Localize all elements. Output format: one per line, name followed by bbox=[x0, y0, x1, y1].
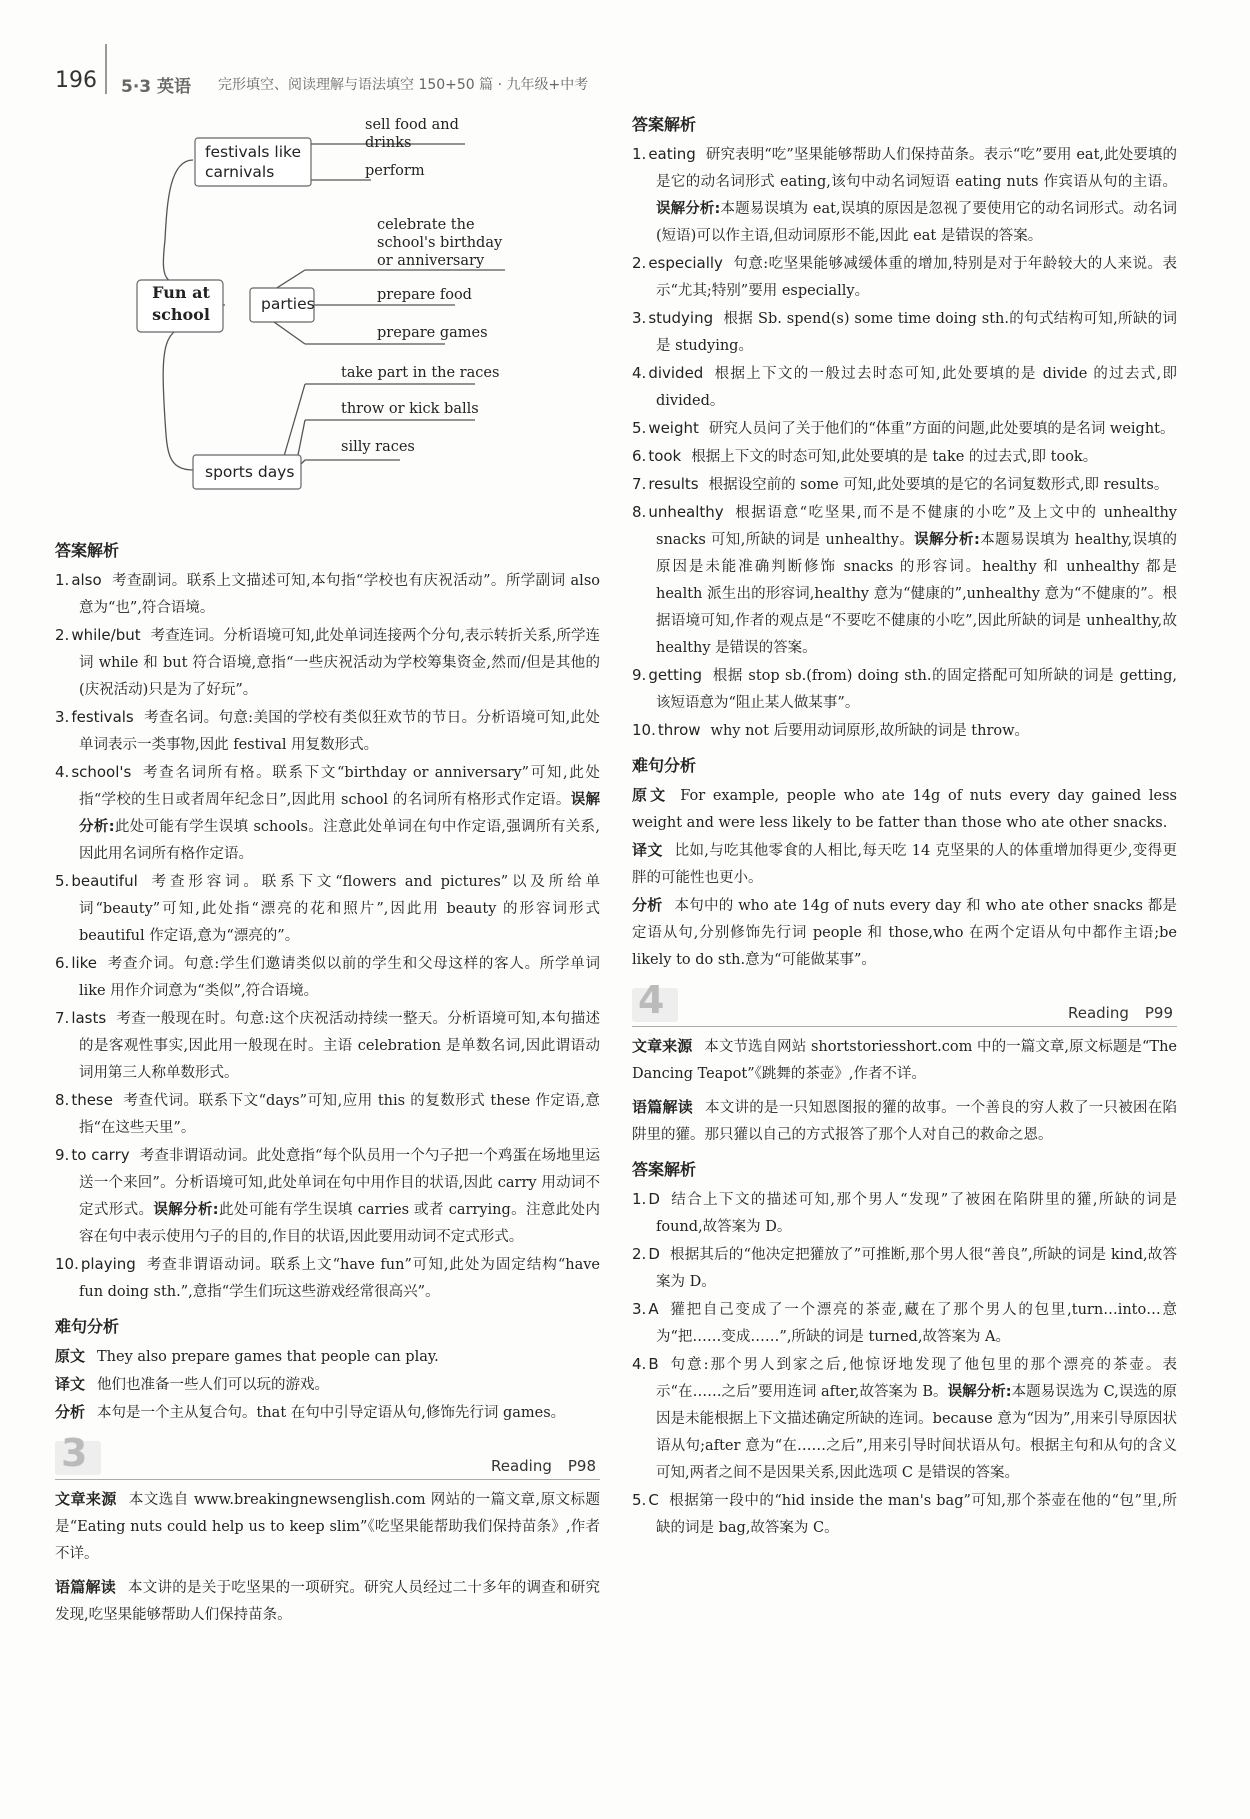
item-answer: unhealthy bbox=[648, 503, 724, 521]
error-analysis-label: 误解分析: bbox=[153, 1202, 219, 1218]
reading-page: P99 bbox=[1144, 1004, 1173, 1022]
item-number: 7. bbox=[55, 1009, 70, 1027]
answer-item bbox=[55, 1005, 600, 1087]
item-text: 根据 stop sb.(from) doing sth.的固定搭配可知所缺的词是 getting,该短语意为“阻止某人做某事”。 bbox=[656, 668, 1177, 711]
article-source bbox=[632, 1033, 1177, 1088]
item-number: 2. bbox=[55, 626, 70, 644]
item-text: 根据语意“吃坚果,而不是不健康的小吃”及上文中的 unhealthy snacks 可知,所缺的词是 unhealthy。 bbox=[656, 505, 1177, 548]
answer-item bbox=[632, 305, 1177, 360]
item-answer: studying bbox=[648, 309, 714, 327]
reading-number: 3 bbox=[61, 1431, 88, 1475]
item-answer: while/but bbox=[71, 626, 141, 644]
answers-title: 答案解析 bbox=[55, 541, 120, 560]
error-analysis-label: 误解分析: bbox=[914, 532, 980, 548]
item-text: 考查一般现在时。句意:这个庆祝活动持续一整天。分析语境可知,本句描述的是客观性事实,因此用一般现在时。主语 celebration 是单数名词,因此谓语动词用第三人称单数形式。 bbox=[79, 1011, 600, 1081]
article-source bbox=[55, 1486, 600, 1568]
branch-festivals: festivals like carnivals bbox=[205, 143, 302, 182]
reading-label bbox=[1052, 1004, 1173, 1022]
text: 本句是一个主从复合句。that 在句中引导定语从句,修饰先行词 games。 bbox=[97, 1405, 566, 1421]
brand-logo: 5·3 英语 bbox=[121, 77, 192, 97]
item-number: 9. bbox=[55, 1146, 70, 1164]
item-answer: beautiful bbox=[71, 872, 138, 890]
answer-item bbox=[55, 950, 600, 1005]
item-text: 结合上下文的描述可知,那个男人“发现”了被困在陷阱里的獾,所缺的词是 found,故答案为 D。 bbox=[656, 1192, 1177, 1235]
error-analysis-label: 误解分析: bbox=[79, 792, 601, 835]
item-number: 9. bbox=[632, 666, 647, 684]
leaf-throw-kick: throw or kick balls bbox=[341, 401, 479, 417]
item-answer: C bbox=[648, 1491, 659, 1509]
item-text: 根据 Sb. spend(s) some time doing sth.的句式结构可知,所缺的词是 studying。 bbox=[656, 311, 1177, 354]
item-text: 根据上下文的一般过去时态可知,此处要填的是 divide 的过去式,即 divided。 bbox=[656, 366, 1177, 409]
hard-translation bbox=[632, 837, 1177, 892]
branch-parties: parties bbox=[261, 295, 315, 313]
answer-item bbox=[632, 1186, 1177, 1241]
article-reading bbox=[632, 1094, 1177, 1149]
item-text: 考查非谓语动词。联系上文“have fun”可知,此处为固定结构“have fun doing sth.”,意指“学生们玩这些游戏经常很高兴”。 bbox=[79, 1257, 600, 1300]
answer-item bbox=[55, 868, 600, 950]
item-number: 1. bbox=[55, 571, 70, 589]
item-text: 考查副词。联系上文描述可知,本句指“学校也有庆祝活动”。所学副词 also 意为“也”,符合语境。 bbox=[79, 573, 600, 616]
label: 译文 bbox=[632, 841, 663, 859]
answer-item bbox=[55, 567, 600, 622]
item-answer: festivals bbox=[71, 708, 134, 726]
item-text-2: 此处可能有学生误填 carries 或者 carrying。注意此处内容在句中表示使用勺子的目的,作目的状语,因此要用动词不定式形式。 bbox=[79, 1202, 600, 1245]
item-answer: weight bbox=[648, 419, 699, 437]
header-divider bbox=[105, 44, 107, 94]
text: For example, people who ate 14g of nuts every day gained less weight and were less likely to be fatter than those who ate other snacks. bbox=[632, 788, 1177, 831]
answer-item bbox=[632, 250, 1177, 305]
item-answer: eating bbox=[648, 145, 696, 163]
item-number: 6. bbox=[632, 447, 647, 465]
text: 本文讲的是关于吃坚果的一项研究。研究人员经过二十多年的调查和研究发现,吃坚果能够帮助人们保持苗条。 bbox=[55, 1580, 600, 1623]
reading-word: Reading bbox=[490, 1457, 552, 1475]
item-answer: D bbox=[648, 1245, 660, 1263]
item-number: 7. bbox=[632, 475, 647, 493]
reading-word: Reading bbox=[1067, 1004, 1129, 1022]
item-answer: divided bbox=[648, 364, 704, 382]
item-answer: these bbox=[71, 1091, 113, 1109]
item-number: 3. bbox=[632, 1300, 647, 1318]
answers-title: 答案解析 bbox=[632, 115, 697, 134]
item-text: 根据第一段中的“hid inside the man's bag”可知,那个茶壶在他的“包”里,所缺的词是 bag,故答案为 C。 bbox=[656, 1493, 1177, 1536]
label: 文章来源 bbox=[55, 1490, 117, 1508]
page-number: 196 bbox=[55, 68, 97, 93]
answer-item bbox=[632, 415, 1177, 443]
label: 原文 bbox=[55, 1347, 86, 1365]
label: 文章来源 bbox=[632, 1037, 693, 1055]
answer-item bbox=[632, 141, 1177, 250]
item-text: 考查代词。联系下文“days”可知,应用 this 的复数形式 these 作定语,意指“在这些天里”。 bbox=[79, 1093, 600, 1136]
text: 本文节选自网站 shortstoriesshort.com 中的一篇文章,原文标题是“The Dancing Teapot”《跳舞的茶壶》,作者不详。 bbox=[632, 1039, 1177, 1082]
item-answer: getting bbox=[648, 666, 703, 684]
item-answer: playing bbox=[80, 1255, 136, 1273]
item-text: 考查非谓语动词。此处意指“每个队员用一个勺子把一个鸡蛋在场地里运送一个来回”。分析语境可知,此处单词在句中用作目的状语,因此 carry 用动词不定式形式。 bbox=[79, 1148, 600, 1218]
hard-sentence-title: 难句分析 bbox=[55, 1317, 120, 1336]
answer-item bbox=[632, 443, 1177, 471]
item-number: 8. bbox=[632, 503, 647, 521]
answer-item bbox=[632, 360, 1177, 415]
item-number: 1. bbox=[632, 145, 647, 163]
leaf-prepare-games: prepare games bbox=[377, 325, 488, 341]
left-column bbox=[55, 117, 601, 1629]
hard-analysis bbox=[632, 892, 1177, 974]
item-number: 10. bbox=[632, 721, 656, 739]
right-answer-list-2 bbox=[632, 1186, 1177, 1542]
reading-page: P98 bbox=[567, 1457, 596, 1475]
text: They also prepare games that people can play. bbox=[97, 1349, 439, 1365]
mind-map bbox=[55, 117, 600, 530]
item-text: 根据上下文的时态可知,此处要填的是 take 的过去式,即 took。 bbox=[691, 449, 1098, 465]
error-analysis-label: 误解分析: bbox=[947, 1384, 1012, 1400]
item-text: 研究表明“吃”坚果能够帮助人们保持苗条。表示“吃”要用 eat,此处要填的是它的动名词形式 eating,该句中动名词短语 eating nuts 作宾语从句的主语。 bbox=[656, 147, 1177, 190]
answer-item bbox=[632, 471, 1177, 499]
right-column bbox=[632, 115, 1177, 1542]
reading-label bbox=[475, 1457, 596, 1475]
item-text: 考查名词所有格。联系下文“birthday or anniversary”可知,此处指“学校的生日或者周年纪念日”,因此用 school 的名词所有格形式作定语。 bbox=[79, 765, 600, 808]
item-number: 2. bbox=[632, 1245, 647, 1263]
answer-item bbox=[632, 662, 1177, 717]
leaf-prepare-food: prepare food bbox=[377, 287, 472, 303]
item-number: 5. bbox=[632, 1491, 647, 1509]
item-text: 獾把自己变成了一个漂亮的茶壶,藏在了那个男人的包里,turn…into…意为“把……变成……”,所缺的词是 turned,故答案为 A。 bbox=[656, 1302, 1177, 1345]
label: 语篇解读 bbox=[632, 1098, 694, 1116]
leaf-perform: perform bbox=[365, 163, 425, 179]
error-analysis-label: 误解分析: bbox=[656, 201, 721, 217]
leaf-sell-food: sell food and drinks bbox=[365, 117, 459, 152]
answer-item bbox=[55, 1142, 600, 1251]
answer-item bbox=[632, 499, 1177, 662]
answer-item bbox=[55, 704, 600, 759]
text: 他们也准备一些人们可以玩的游戏。 bbox=[97, 1377, 330, 1393]
item-answer: throw bbox=[657, 721, 701, 739]
mind-map-lines bbox=[55, 120, 600, 530]
hard-original bbox=[632, 782, 1177, 837]
item-text: 句意:那个男人到家之后,他惊讶地发现了他包里的那个漂亮的茶壶。表示“在……之后”要用连词 after,故答案为 B。 bbox=[656, 1357, 1177, 1400]
item-text: 句意:吃坚果能够减缓体重的增加,特别是对于年龄较大的人来说。表示“尤其;特别”要用 especially。 bbox=[656, 256, 1177, 299]
text: 本文讲的是一只知恩图报的獾的故事。一个善良的穷人救了一只被困在陷阱里的獾。那只獾以自己的方式报答了那个人对自己的救命之恩。 bbox=[632, 1100, 1177, 1143]
item-text: 根据设空前的 some 可知,此处要填的是它的名词复数形式,即 results。 bbox=[708, 477, 1169, 493]
item-number: 6. bbox=[55, 954, 70, 972]
text: 本句中的 who ate 14g of nuts every day 和 who ate other snacks 都是定语从句,分别修饰先行词 people 和 those,who 在两个定语从句中都作主语;be likely to do sth.意为“可能做某事”。 bbox=[632, 898, 1177, 968]
item-text: why not 后要用动词原形,故所缺的词是 throw。 bbox=[710, 723, 1030, 739]
answer-item bbox=[55, 1087, 600, 1142]
hard-analysis bbox=[55, 1399, 600, 1427]
text: 本文选自 www.breakingnewsenglish.com 网站的一篇文章,原文标题是“Eating nuts could help us to keep slim”《吃坚果能帮助我们保持苗条》,作者不详。 bbox=[55, 1492, 600, 1562]
item-number: 4. bbox=[632, 364, 647, 382]
answer-item bbox=[632, 1487, 1177, 1542]
item-number: 5. bbox=[632, 419, 647, 437]
reading-3-header bbox=[55, 1431, 600, 1480]
item-number: 4. bbox=[632, 1355, 647, 1373]
right-answer-list bbox=[632, 141, 1177, 745]
label: 分析 bbox=[55, 1403, 86, 1421]
text: 比如,与吃其他零食的人相比,每天吃 14 克坚果的人的体重增加得更少,变得更胖的可能性也更小。 bbox=[632, 843, 1177, 886]
leaf-celebrate: celebrate the school's birthday or anniversary bbox=[377, 217, 503, 270]
item-number: 8. bbox=[55, 1091, 70, 1109]
series-title: 完形填空、阅读理解与语法填空 150+50 篇 · 九年级+中考 bbox=[218, 77, 589, 93]
item-number: 2. bbox=[632, 254, 647, 272]
branch-sports-days: sports days bbox=[205, 463, 295, 481]
item-answer: took bbox=[648, 447, 682, 465]
answer-item bbox=[55, 622, 600, 704]
item-answer: especially bbox=[648, 254, 723, 272]
label: 分析 bbox=[632, 896, 663, 914]
item-answer: lasts bbox=[71, 1009, 107, 1027]
item-number: 4. bbox=[55, 763, 70, 781]
item-text: 根据其后的“他决定把獾放了”可推断,那个男人很“善良”,所缺的词是 kind,故答案为 D。 bbox=[656, 1247, 1177, 1290]
item-answer: results bbox=[648, 475, 699, 493]
label: 译文 bbox=[55, 1375, 86, 1393]
answer-item bbox=[632, 1241, 1177, 1296]
item-number: 3. bbox=[55, 708, 70, 726]
item-text: 考查形容词。联系下文“flowers and pictures”以及所给单词“beauty”可知,此处指“漂亮的花和照片”,因此用 beauty 的形容词形式 beautiful 作定语,意为“漂亮的”。 bbox=[79, 874, 600, 944]
answer-item bbox=[632, 1296, 1177, 1351]
item-text: 研究人员问了关于他们的“体重”方面的问题,此处要填的是名词 weight。 bbox=[708, 421, 1175, 437]
item-answer: A bbox=[648, 1300, 659, 1318]
item-text-2: 本题易误填为 eat,误填的原因是忽视了要使用它的动名词形式。动名词(短语)可以作主语,但动词原形不能,因此 eat 是错误的答案。 bbox=[656, 201, 1177, 244]
item-answer: to carry bbox=[71, 1146, 130, 1164]
item-answer: D bbox=[648, 1190, 660, 1208]
item-number: 10. bbox=[55, 1255, 79, 1273]
item-answer: also bbox=[71, 571, 102, 589]
leaf-silly-races: silly races bbox=[341, 439, 415, 455]
reading-number: 4 bbox=[638, 978, 665, 1022]
item-text-2: 此处可能有学生误填 schools。注意此处单词在句中作定语,强调所有关系,因此用名词所有格作定语。 bbox=[79, 819, 600, 862]
item-text: 考查介词。句意:学生们邀请类似以前的学生和父母这样的客人。所学单词 like 用作介词意为“类似”,符合语境。 bbox=[79, 956, 600, 999]
item-text-2: 本题易误填为 healthy,误填的原因是未能准确判断修饰 snacks 的形容词。healthy 和 unhealthy 都是 health 派生出的形容词,healthy 意为“健康的”,unhealthy 意为“不健康的”。根据语境可知,作者的观点是“不要吃不健康的小吃”,因此所缺的词是 unhealthy,故 healthy 是错误的答案。 bbox=[656, 532, 1177, 656]
item-answer: school's bbox=[71, 763, 132, 781]
left-answer-list bbox=[55, 567, 600, 1306]
item-answer: like bbox=[71, 954, 98, 972]
label: 语篇解读 bbox=[55, 1578, 117, 1596]
page-header bbox=[55, 68, 1205, 108]
item-answer: B bbox=[648, 1355, 659, 1373]
article-reading bbox=[55, 1574, 600, 1629]
item-text-2: 本题易误选为 C,误选的原因是未能根据上下文描述确定所缺的连词。because 意为“因为”,用来引导原因状语从句;after 意为“在……之后”,用来引导时间状语从句。根据主句和从句的含义可知,两者之间不是因果关系,因此选项 C 是错误的答案。 bbox=[656, 1384, 1177, 1481]
item-text: 考查名词。句意:美国的学校有类似狂欢节的节日。分析语境可知,此处单词表示一类事物,因此 festival 用复数形式。 bbox=[79, 710, 600, 753]
hard-translation bbox=[55, 1371, 600, 1399]
reading-4-header bbox=[632, 978, 1177, 1027]
leaf-take-part: take part in the races bbox=[341, 365, 500, 381]
item-number: 3. bbox=[632, 309, 647, 327]
item-text: 考查连词。分析语境可知,此处单词连接两个分句,表示转折关系,所学连词 while 和 but 符合语境,意指“一些庆祝活动为学校筹集资金,然而/但是其他的(庆祝活动)只是为了好玩”。 bbox=[79, 628, 600, 698]
answer-item bbox=[632, 717, 1177, 745]
answer-item bbox=[55, 759, 600, 868]
mind-map-root: Fun at school bbox=[152, 283, 210, 324]
item-number: 1. bbox=[632, 1190, 647, 1208]
answers-title-2: 答案解析 bbox=[632, 1160, 697, 1179]
answer-item bbox=[55, 1251, 600, 1306]
answer-item bbox=[632, 1351, 1177, 1487]
hard-sentence-title: 难句分析 bbox=[632, 756, 697, 775]
hard-original bbox=[55, 1343, 600, 1371]
label: 原文 bbox=[632, 786, 669, 804]
item-number: 5. bbox=[55, 872, 70, 890]
